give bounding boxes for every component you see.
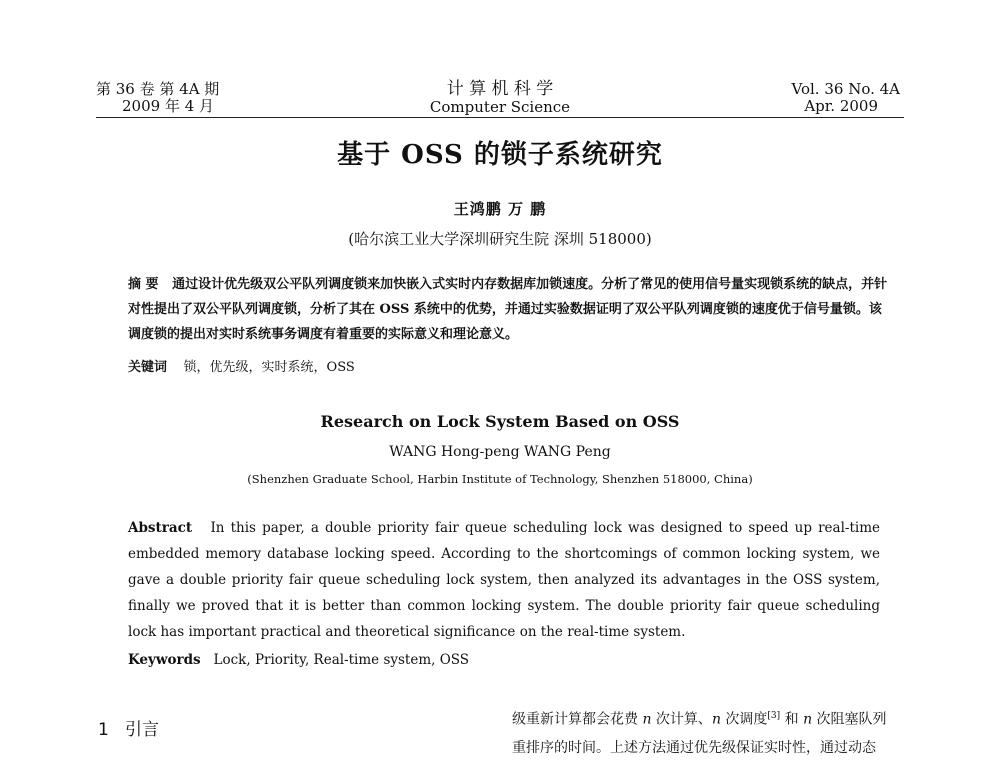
paper-title-cn: 基于 OSS 的锁子系统研究 xyxy=(337,140,663,170)
authors-cn: 王鸿鹏 万 鹏 xyxy=(453,200,547,218)
abstract-cn-text: 通过设计优先级双公平队列调度锁来加快嵌入式实时内存数据库加锁速度。分析了常见的使用信号量实现锁系统的缺点，并针对性提出了双公平队列调度锁，分析了其在 OSS 系统中的优势，并通过实验数据证明了双公平队列调度锁的速度优于信号量锁。该调度锁的提出对实时系统事务调度有着重要的实际意义和理论意义。 xyxy=(128,277,888,342)
authors-en: WANG Hong-peng WANG Peng xyxy=(389,444,611,460)
body-line-1: 级重新计算都会花费 n 次计算、n 次调度[3] 和 n 次阻塞队列 xyxy=(512,711,887,728)
header-volume-en: Vol. 36 No. 4A xyxy=(791,80,900,98)
keywords-cn xyxy=(128,356,355,375)
abstract-en-label: Abstract xyxy=(128,520,193,536)
header-date-en: Apr. 2009 xyxy=(804,97,878,115)
body-line-2: 重排序的时间。上述方法通过优先级保证实时性，通过动态 xyxy=(512,739,876,756)
paper-title-en: Research on Lock System Based on OSS xyxy=(320,412,680,431)
section-title: 引言 xyxy=(125,720,160,740)
header-volume-cn: 第 36 卷 第 4A 期 xyxy=(96,80,220,98)
header-rule xyxy=(96,117,904,118)
citation-ref: [3] xyxy=(767,711,781,721)
keywords-cn-text: 锁，优先级，实时系统，OSS xyxy=(183,360,355,375)
section-heading xyxy=(98,715,159,740)
section-number: 1 xyxy=(98,720,109,740)
keywords-en-text: Lock, Priority, Real-time system, OSS xyxy=(213,652,470,668)
body-text-right-column xyxy=(512,702,912,762)
affiliation-en: (Shenzhen Graduate School, Harbin Institute of Technology, Shenzhen 518000, China) xyxy=(247,472,753,486)
keywords-cn-label: 关键词 xyxy=(128,360,168,375)
keywords-en xyxy=(128,652,469,668)
abstract-en xyxy=(128,515,880,645)
header-journal-en: Computer Science xyxy=(429,98,571,116)
abstract-en-text: In this paper, a double priority fair queue scheduling lock was designed to speed up real-time embedded memory database locking speed. According to the shortcomings of common locking system, we gave a double priority fair queue scheduling lock system, then analyzed its advantages in the OSS system, finally we proved that it is better than common locking system. The double priority fair queue scheduling lock has important practical and theoretical significance on the real-time system. xyxy=(128,520,881,640)
affiliation-cn: (哈尔滨工业大学深圳研究生院 深圳 518000) xyxy=(348,230,652,248)
abstract-cn-label: 摘 要 xyxy=(128,277,159,292)
keywords-en-label: Keywords xyxy=(128,652,201,668)
header-journal-cn: 计 算 机 科 学 xyxy=(446,79,554,99)
header-date-cn: 2009 年 4 月 xyxy=(122,97,215,115)
abstract-cn xyxy=(128,272,888,347)
